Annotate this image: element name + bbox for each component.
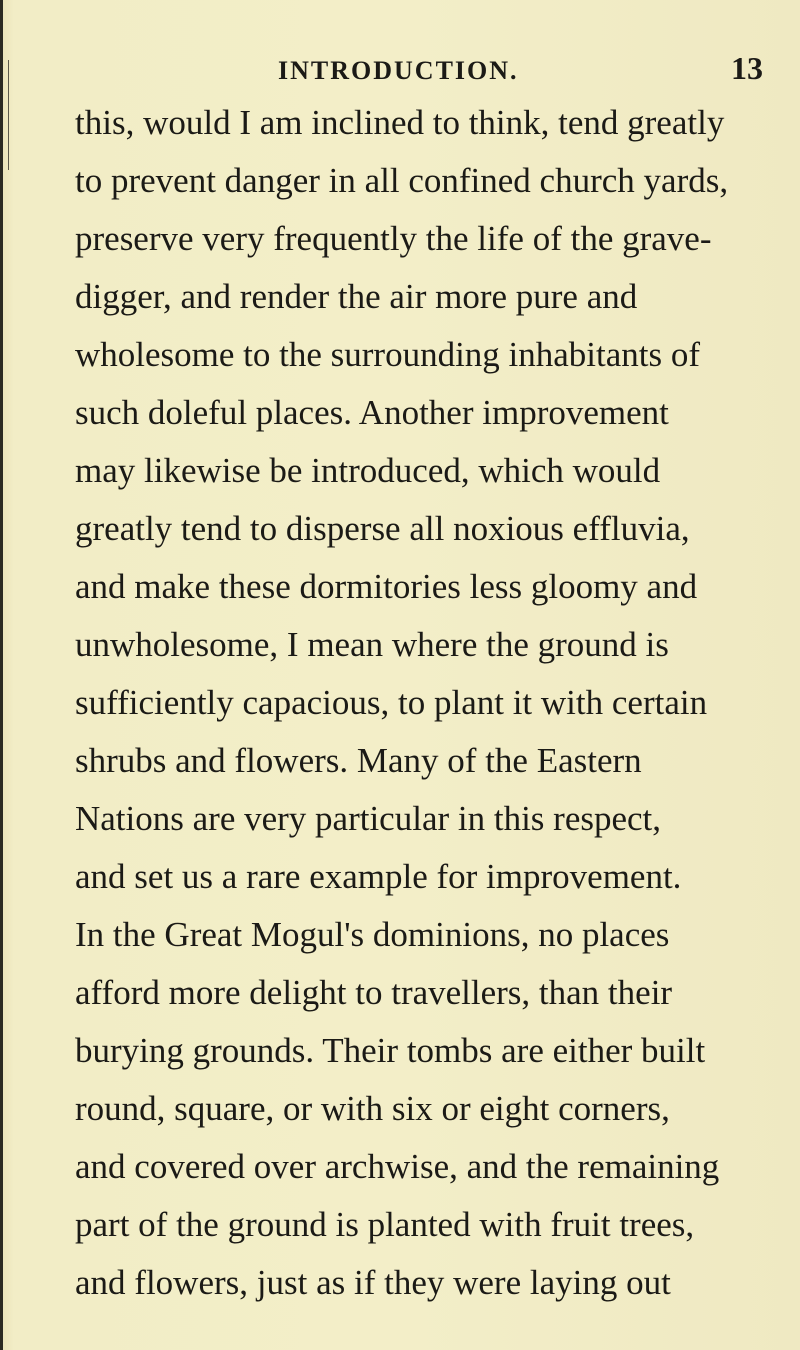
text-line: sufficiently capacious, to plant it with certain	[75, 683, 708, 722]
text-line: and covered over archwise, and the remaining	[75, 1147, 720, 1186]
text-line: wholesome to the surrounding inhabitants of	[75, 335, 701, 374]
text-line: shrubs and flowers. Many of the Eastern	[75, 741, 642, 780]
text-line: afford more delight to travellers, than their	[75, 973, 673, 1012]
chapter-title: INTRODUCTION.	[278, 56, 519, 85]
text-line: Nations are very particular in this respect,	[75, 799, 662, 838]
page-number: 13	[731, 50, 763, 86]
text-line: greatly tend to disperse all noxious effluvia,	[75, 509, 690, 548]
text-line: such doleful places. Another improvement	[75, 393, 669, 432]
text-line: and flowers, just as if they were laying out	[75, 1263, 671, 1302]
text-line: In the Great Mogul's dominions, no places	[75, 915, 670, 954]
text-line: this, would I am inclined to think, tend greatly	[75, 103, 725, 142]
running-head	[0, 50, 800, 90]
text-line: part of the ground is planted with fruit trees,	[75, 1205, 695, 1244]
text-line: to prevent danger in all confined church yards,	[75, 161, 729, 200]
text-line: burying grounds. Their tombs are either built	[75, 1031, 706, 1070]
text-line: preserve very frequently the life of the grave-	[75, 219, 712, 258]
text-line: round, square, or with six or eight corners,	[75, 1089, 670, 1128]
text-line: and set us a rare example for improvement.	[75, 857, 682, 896]
page-edge-shadow	[0, 0, 3, 1350]
text-line: digger, and render the air more pure and	[75, 277, 638, 316]
text-line: and make these dormitories less gloomy and	[75, 567, 698, 606]
text-line: unwholesome, I mean where the ground is	[75, 625, 669, 664]
text-line: may likewise be introduced, which would	[75, 451, 661, 490]
